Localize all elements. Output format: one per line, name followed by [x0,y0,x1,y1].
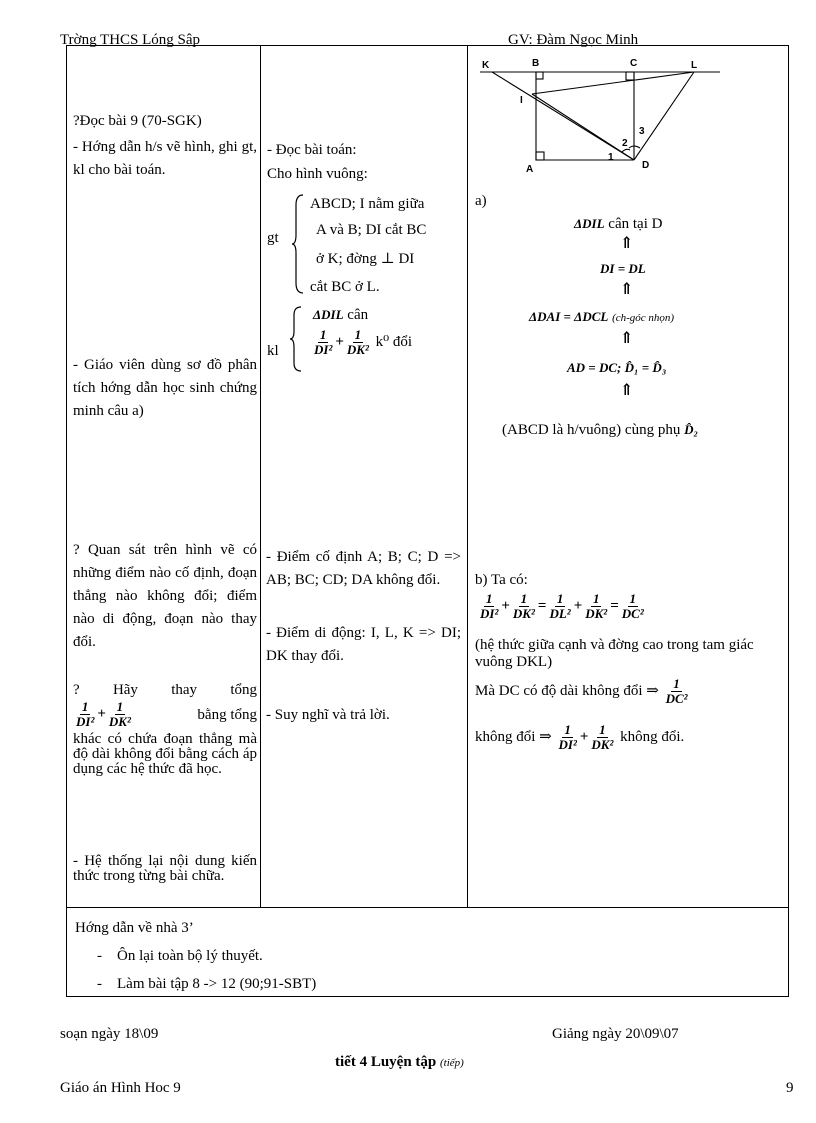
q3-mid: bằng tổng [197,706,257,723]
col-divider-1 [260,45,261,907]
given-intro: Cho hình vuông: [267,166,368,182]
label-l: L [691,60,698,71]
proof-step-4: AD = DC; D̂₁ = D̂₃ [567,360,667,375]
gt-label: gt [267,230,279,246]
proof-step-1: ΔDIL cân tại D [574,216,663,232]
moving-points: - Điểm di động: I, L, K => DI; DK thay đổi. [266,625,461,664]
sum-formula: $\frac{1}{\text{DI²}}$ + $\frac{1}{\text{DK²}}$ [76,699,131,729]
question-read: ?Đọc bài 9 (70-SGK) [73,113,202,129]
sum-constant: không đổi ⇒ $\frac{1}{\text{DI²}}$ + $\frac{1}{\text{DK²}}$ không đổi. [475,722,685,753]
part-b-label: b) Ta có: [475,572,528,588]
school-name: Trờng THCS Lóng Sập [60,32,201,48]
q3-rest: khác có chứa đoạn thẳng mà độ dài không đổi bằng cách áp dụng các hệ thức đã học. [73,731,257,777]
label-d: D [642,160,650,171]
gt-line-3: ở K; đờng ⊥ DI [316,251,415,267]
teacher-name: GV: Đàm Ngọc Minh [508,32,639,48]
row-divider [66,907,789,908]
review-content: - Hệ thống lại nội dung kiến thức trong từng bài chữa. [73,853,257,884]
gt-line-2: A và B; DI cắt BC [316,222,427,238]
label-k: K [482,60,490,71]
homework-item-2: - Làm bài tập 8 -> 12 (90;91-SBT) [97,976,317,992]
angle-3: 3 [639,126,645,137]
label-c: C [630,58,638,69]
kl-brace [289,305,303,373]
col-divider-2 [467,45,468,907]
gt-line-1: ABCD; I nằm giữa [310,196,425,212]
part-a-label: a) [475,193,487,209]
implies-arrow-1: ⇑ [620,235,634,252]
implies-arrow-3: ⇑ [620,330,634,347]
gt-brace [291,193,305,295]
question-replace-sum [73,680,257,777]
question-fixed-points: ? Quan sát trên hình vẽ có những điểm nào cố định, đoạn thẳng nào không đổi; điểm nào di động, đoạn nào thay đổi. [73,542,257,650]
angle-1: 1 [608,152,614,163]
kl-isosceles: ΔDIL cân [313,307,369,323]
label-a: A [526,164,534,175]
implies-arrow-2: ⇑ [620,281,634,298]
label-i: I [520,95,523,106]
proof-step-5: (ABCD là h/vuông) cùng phụ D̂₂ [502,422,698,438]
read-problem: - Đọc bài toán: [267,142,357,158]
guide-draw: - Hớng dẫn h/s vẽ hình, ghi gt, kl cho bài toán. [73,139,257,178]
lesson-title: tiết 4 Luyện tập (tiếp) [335,1054,464,1070]
homework-title: Hớng dẫn về nhà 3’ [75,920,194,936]
implies-arrow-4: ⇑ [620,382,634,399]
proof-step-3: ΔDAI = ΔDCL (ch-góc nhọn) [529,309,675,324]
segment-id [532,94,634,160]
segment-il [532,72,694,94]
kl-constant: $\frac{1}{\text{DI²}}$ + $\frac{1}{\text{DK²}}$ k⁰ đổi [314,327,413,357]
homework-item-1: - Ôn lại toàn bộ lý thuyết. [97,948,263,964]
q3-formula-line [73,700,257,729]
taught-date: Giảng ngày 20\09\07 [552,1026,679,1042]
prepared-date: soạn ngày 18\09 [60,1026,159,1042]
guide-analysis: - Giáo viên dùng sơ đồ phân tích hớng dẫn học sinh chứng minh câu a) [73,357,257,419]
fixed-points: - Điểm cố định A; B; C; D => AB; BC; CD; DA không đổi. [266,549,461,588]
gt-line-4: cắt BC ở L. [310,279,380,295]
relation-note: (hệ thức giữa cạnh và đờng cao trong tam giác vuông DKL) [475,637,754,670]
book-title: Giáo án Hình Hoc 9 [60,1080,181,1096]
page-number: 9 [786,1080,794,1096]
think-answer: - Suy nghĩ và trả lời. [266,707,390,723]
q3-prefix: ? Hãy thay tổng [73,682,257,698]
proof-step-2: DI = DL [600,261,646,276]
angle-2: 2 [622,138,628,149]
label-b: B [532,58,540,69]
geometry-figure [472,52,732,182]
kl-label: kl [267,343,279,359]
identity-formula: $\frac{1}{\text{DI²}}$ + $\frac{1}{\text{DK²}}$ = $\frac{1}{\text{DL²}}$ + $\frac{1}{\text{DK²}}$ = $\frac{1}{\text{DC²}}$ [480,591,644,622]
segment-ld [634,72,694,160]
dc-constant: Mà DC có độ dài không đổi ⇒ $\frac{1}{\text{DC²}}$ [475,676,688,707]
